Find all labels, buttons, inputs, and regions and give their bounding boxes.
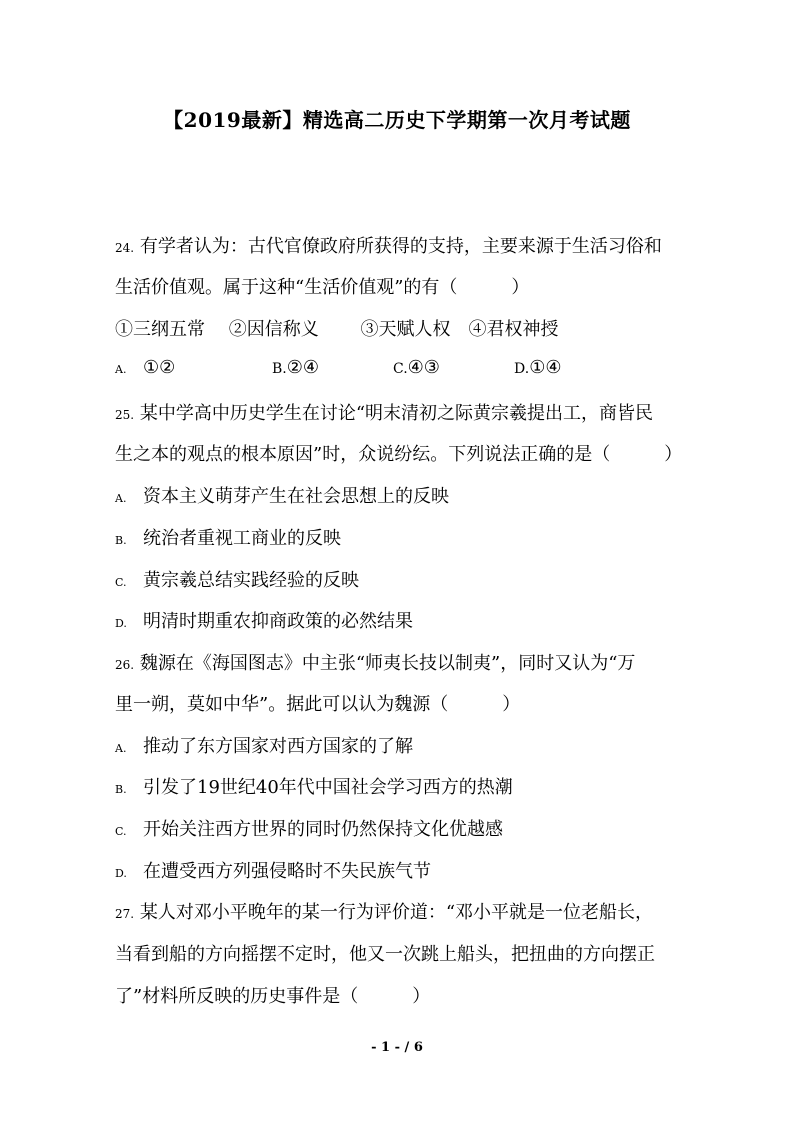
question-25-line-2: 生之本的观点的根本原因”时，众说纷纭。下列说法正确的是（ ）: [115, 444, 683, 465]
option-d[interactable]: [115, 857, 431, 883]
question-number: 27.: [115, 907, 135, 921]
question-24-line-1: [115, 232, 662, 258]
question-25-line-1: [115, 399, 653, 425]
option-c[interactable]: [393, 357, 440, 378]
page-title: 【2019最新】精选高二历史下学期第一次月考试题: [163, 108, 631, 132]
question-number: 25.: [115, 408, 135, 422]
option-letter: B.: [115, 534, 127, 547]
question-27-line-2: 当看到船的方向摇摆不定时，他又一次跳上船头，把扭曲的方向摆正: [115, 944, 655, 965]
question-27-line-3: 了”材料所反映的历史事件是（ ）: [115, 986, 431, 1007]
option-text: 在遭受西方列强侵略时不失民族气节: [143, 861, 431, 882]
option-text: 推动了东方国家对西方国家的了解: [143, 736, 413, 757]
question-number: 24.: [115, 241, 135, 255]
question-text: 某人对邓小平晚年的某一行为评价道：“邓小平就是一位老船长，: [139, 902, 654, 923]
option-letter: C.: [115, 576, 127, 589]
question-26-line-2: 里一朔，莫如中华”。据此可以认为魏源（ ）: [115, 694, 521, 715]
page-number: - 1 - / 6: [371, 1040, 423, 1055]
option-letter: D.: [115, 867, 127, 880]
option-c[interactable]: [115, 815, 503, 841]
option-d[interactable]: [514, 357, 561, 378]
option-a[interactable]: [115, 482, 449, 508]
option-text: 资本主义萌芽产生在社会思想上的反映: [143, 486, 449, 507]
option-text: ①②: [143, 357, 176, 378]
option-letter: A.: [115, 742, 127, 755]
option-text: ④③: [407, 357, 440, 378]
option-c[interactable]: [115, 566, 359, 592]
question-26-line-1: [115, 649, 635, 675]
option-text: 明清时期重农抑商政策的必然结果: [143, 611, 413, 632]
option-letter: B.: [115, 783, 127, 796]
question-24-items: ①三纲五常 ②因信称义 ③天赋人权 ④君权神授: [115, 319, 559, 340]
question-24-line-2: 生活价值观。属于这种“生活价值观”的有（ ）: [115, 277, 530, 298]
question-text: 魏源在《海国图志》中主张“师夷长技以制夷”，同时又认为“万: [139, 653, 636, 674]
option-b[interactable]: [272, 357, 319, 378]
option-a[interactable]: [115, 357, 175, 378]
option-letter: C.: [393, 361, 408, 377]
question-27-line-1: [115, 898, 653, 924]
question-text: 有学者认为：古代官僚政府所获得的支持，主要来源于生活习俗和: [139, 236, 662, 257]
option-a[interactable]: [115, 732, 413, 758]
option-text: ②④: [286, 357, 320, 378]
question-text: 某中学高中历史学生在讨论“明末清初之际黄宗羲提出工，商皆民: [139, 403, 654, 424]
question-number: 26.: [115, 658, 135, 672]
option-letter: A.: [115, 363, 127, 376]
option-letter: B.: [272, 361, 287, 377]
option-text: 开始关注西方世界的同时仍然保持文化优越感: [143, 819, 503, 840]
option-text: ①④: [529, 357, 562, 378]
option-text: 黄宗羲总结实践经验的反映: [143, 570, 359, 591]
option-text: 统治者重视工商业的反映: [143, 528, 341, 549]
option-b[interactable]: [115, 524, 341, 550]
option-d[interactable]: [115, 607, 413, 633]
option-letter: C.: [115, 825, 127, 838]
option-letter: A.: [115, 492, 127, 505]
option-b[interactable]: [115, 773, 513, 799]
option-letter: D.: [514, 361, 530, 377]
option-letter: D.: [115, 617, 127, 630]
option-text: 引发了19世纪40年代中国社会学习西方的热潮: [143, 777, 513, 798]
